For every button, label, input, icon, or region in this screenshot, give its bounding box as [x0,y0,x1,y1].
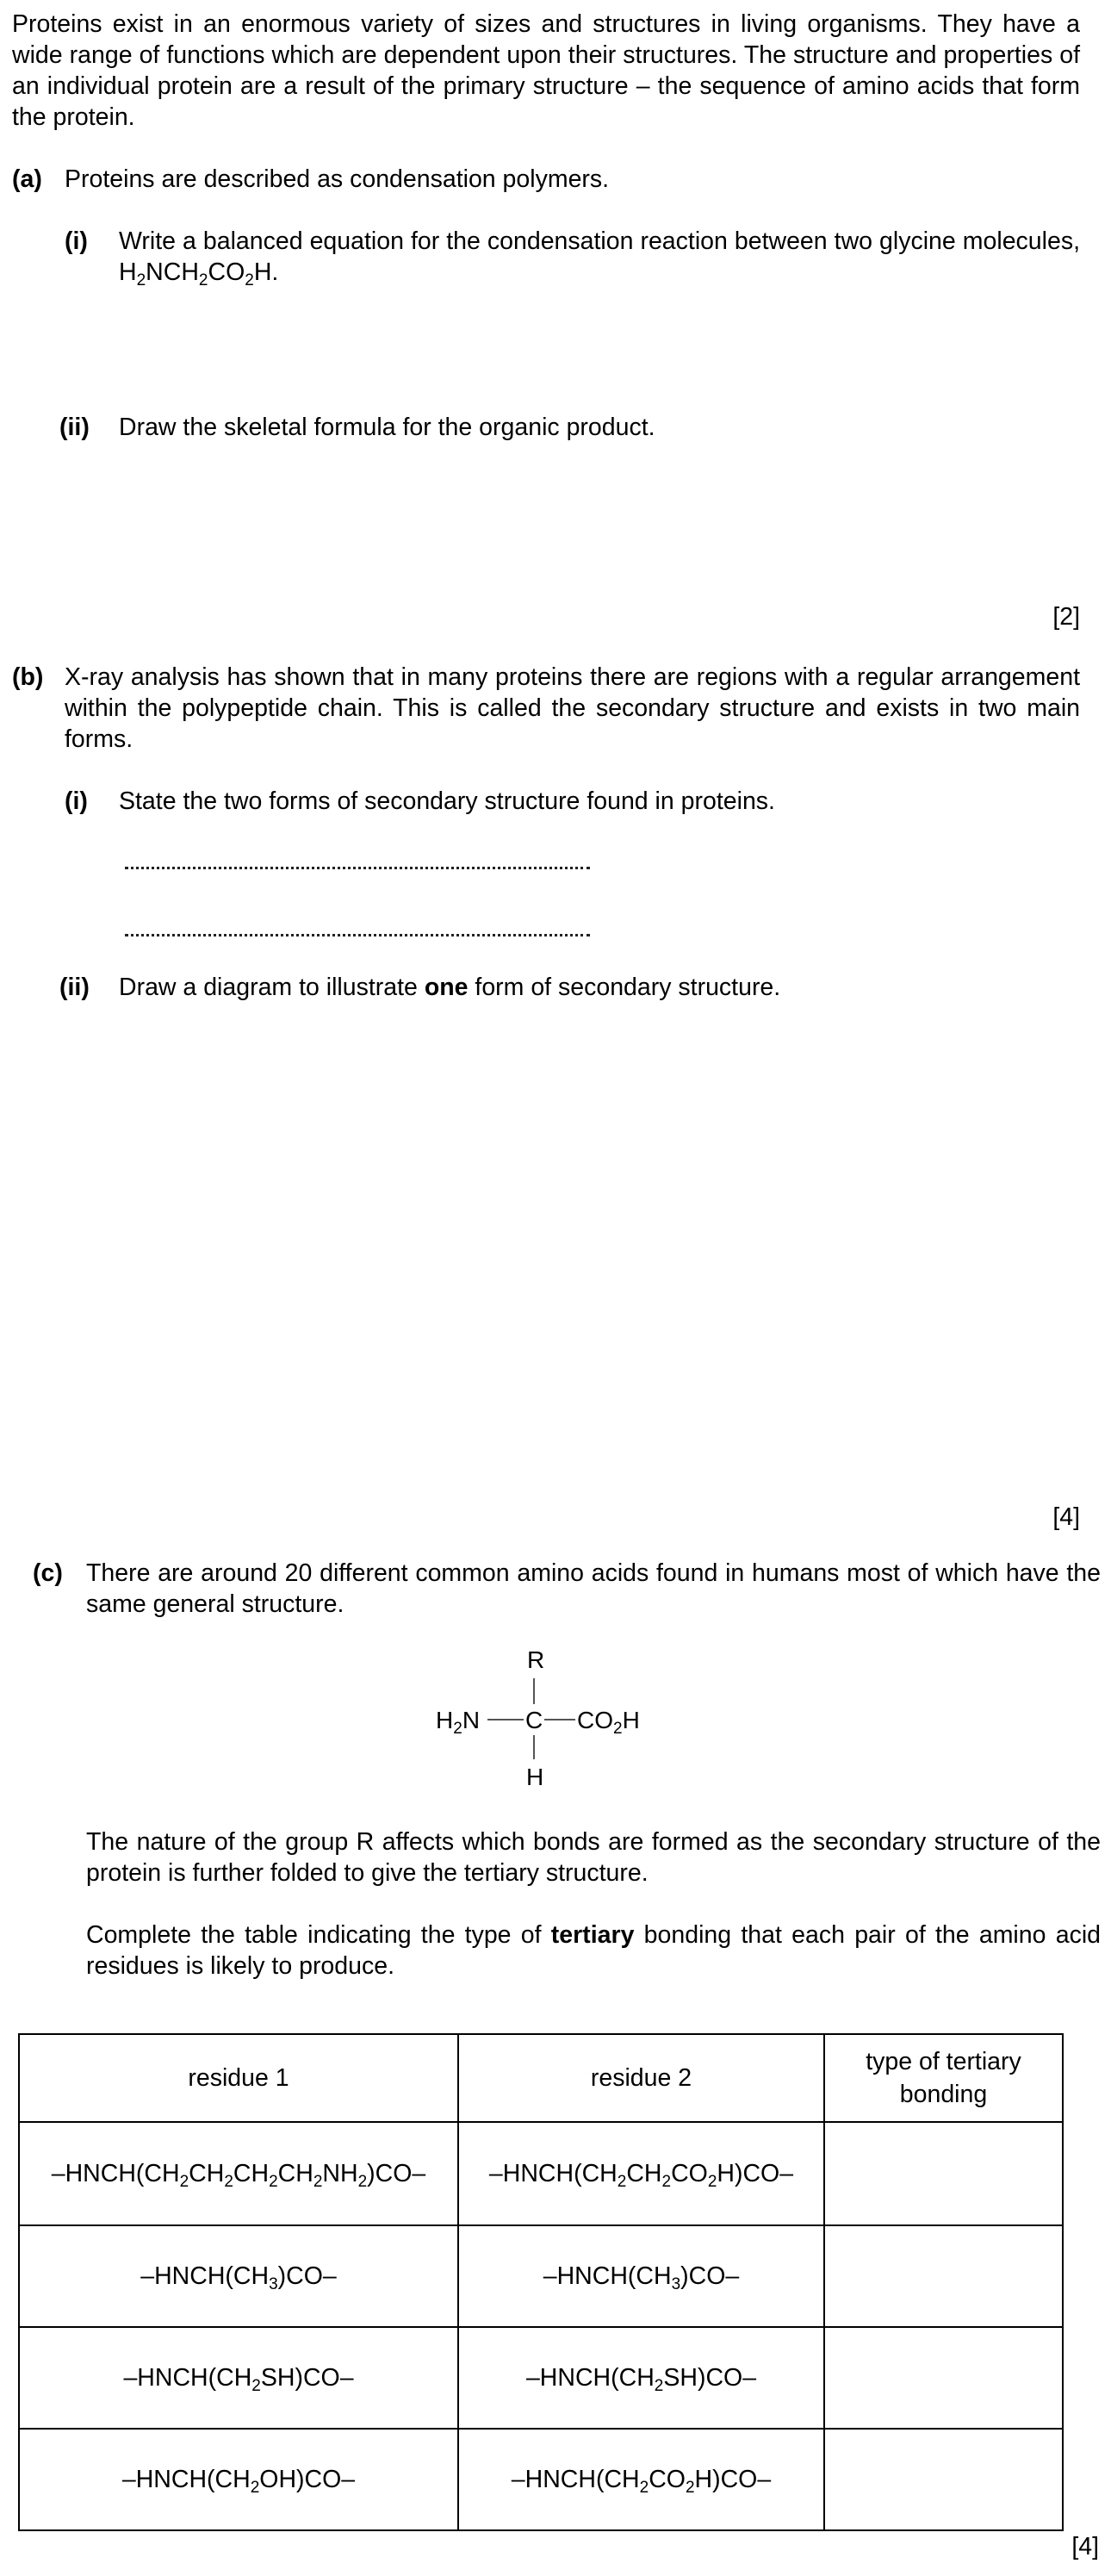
part-b-marks: [4] [1052,1503,1080,1531]
part-a-i-label: (i) [65,227,88,255]
residue-1-cell: $-HNCH(CH_3)CO-$ [19,2225,458,2327]
part-a-marks: [2] [1052,603,1080,631]
table-row [19,2429,1063,2530]
part-c-label: (c) [33,1559,63,1587]
table-header-row [19,2034,1063,2122]
table-row [19,2225,1063,2327]
part-b-i-label: (i) [65,787,88,815]
header-residue-1: residue 1 [19,2034,458,2122]
bonding-answer-cell[interactable] [824,2327,1063,2429]
part-c-para3-bold: tertiary [550,1921,635,1949]
bonding-answer-cell[interactable] [824,2429,1063,2530]
residue-1-cell: $-HNCH(CH_2SH)CO-$ [19,2327,458,2429]
part-a-ii-label: (ii) [59,414,90,441]
part-a-i-question [119,226,1080,288]
glycine-formula: $H_2NCH_2CO_2H$ [119,258,272,289]
part-c-marks: [4] [1071,2533,1099,2560]
part-b-ii-question [119,972,780,1003]
residue-2-cell: $-HNCH(CH_2SH)CO-$ [458,2327,824,2429]
header-residue-2: residue 2 [458,2034,824,2122]
residue-2-cell: $-HNCH(CH_2CO_2H)CO-$ [458,2429,824,2530]
amino-acid-structure [405,1637,680,1801]
residue-1-cell: $-HNCH(CH_2OH)CO-$ [19,2429,458,2530]
answer-line-1[interactable] [125,867,590,869]
part-c-para3-text: Complete the table indicating the type of [86,1921,551,1949]
residue-1-cell: $-HNCH(CH_2CH_2CH_2CH_2NH_2)CO-$ [19,2122,458,2225]
part-b-ii-text-end: form of secondary structure. [468,974,781,1001]
r-group-label: R [527,1646,545,1673]
part-b-text: X-ray analysis has shown that in many proteins there are regions with a regular arrangement within the polypeptide chain. This is called the secondary structure and exists in two main forms. [65,663,1080,753]
part-b-ii-label: (ii) [59,974,90,1001]
part-a-i-text-end: . [271,258,279,286]
answer-line-2[interactable] [125,934,590,936]
part-a-label: (a) [12,165,42,193]
part-b-ii-text: Draw a diagram to illustrate [119,974,425,1001]
bonding-answer-cell[interactable] [824,2122,1063,2225]
part-c-para2: The nature of the group R affects which bonds are formed as the secondary structure of the protein is further folded to give the tertiary structure. [86,1828,1101,1887]
table-row [19,2327,1063,2429]
bonding-answer-cell[interactable] [824,2225,1063,2327]
header-bonding-type: type of tertiary bonding [824,2034,1063,2122]
amine-group-label: $H_2N$ [436,1707,481,1738]
residue-2-cell: $-HNCH(CH_3)CO-$ [458,2225,824,2327]
part-a-text: Proteins are described as condensation polymers. [65,165,610,193]
table-row [19,2122,1063,2225]
part-b-ii-bold: one [424,974,469,1001]
part-a-ii-text: Draw the skeletal formula for the organic product. [119,414,655,441]
carboxyl-group-label: $CO_2H$ [577,1707,640,1738]
part-b-i-text: State the two forms of secondary structure found in proteins. [119,787,775,815]
residue-table [18,2033,1064,2531]
part-b-label: (b) [12,663,44,691]
central-carbon-label: C [525,1707,543,1733]
part-a-i-text: Write a balanced equation for the condensation reaction between two glycine molecules, [119,227,1080,255]
part-c-para3 [86,1920,1101,1982]
part-c-text: There are around 20 different common amino acids found in humans most of which have the same general structure. [86,1559,1101,1618]
intro-paragraph: Proteins exist in an enormous variety of sizes and structures in living organisms. They have a wide range of functions which are dependent upon their structures. The structure and properties of an individual protein are a result of the primary structure – the sequence of amino acids that form the protein. [12,10,1080,131]
part-c-para3-text-end: bonding that each pair of the amino acid residues is likely to produce. [86,1921,1101,1980]
residue-2-cell: $-HNCH(CH_2CH_2CO_2H)CO-$ [458,2122,824,2225]
hydrogen-label: H [526,1764,544,1790]
